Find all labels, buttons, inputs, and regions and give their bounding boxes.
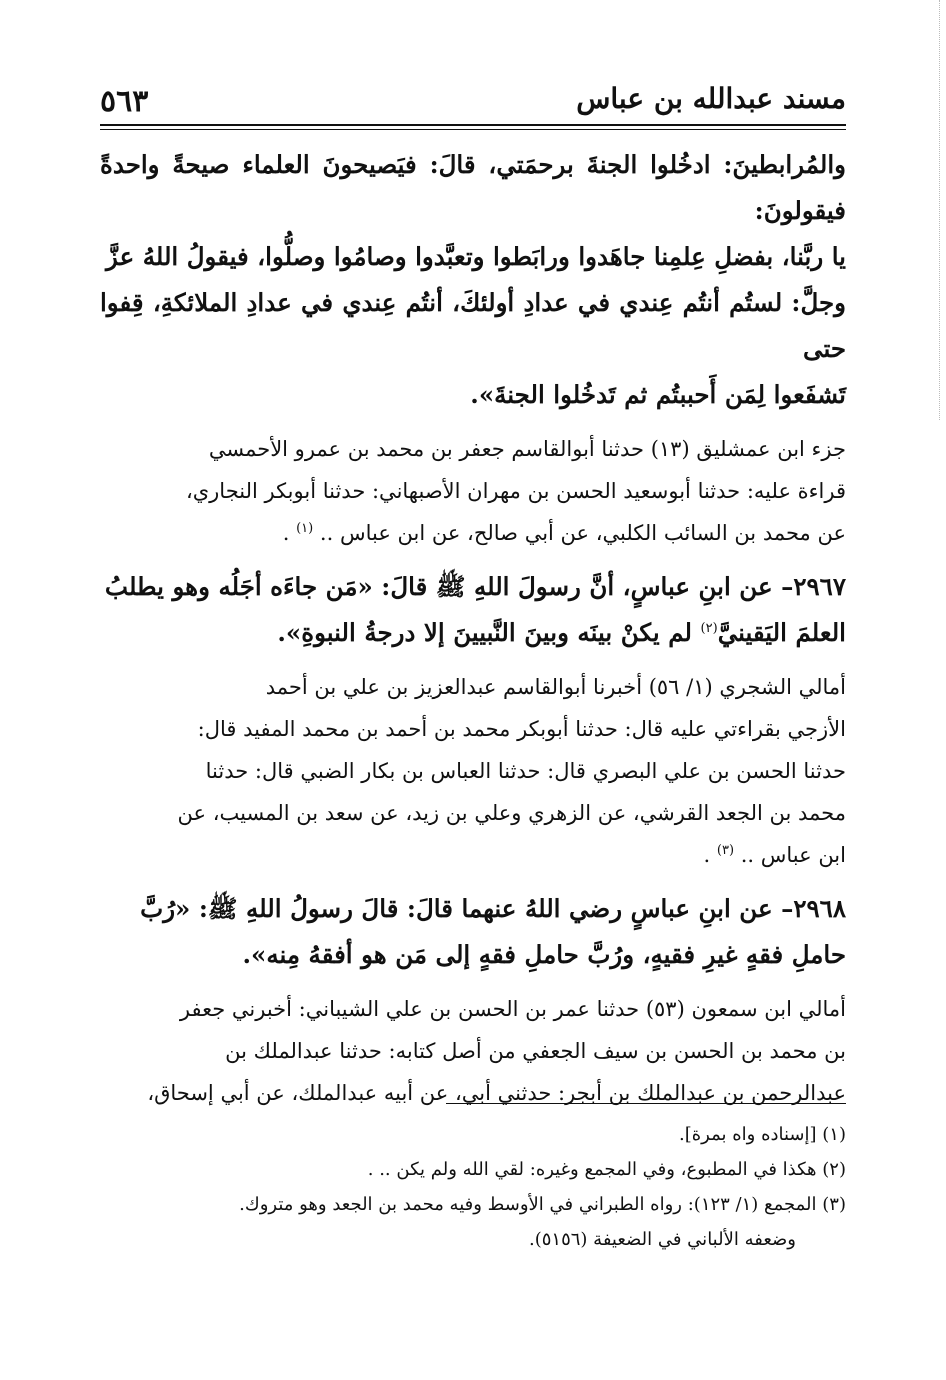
text-line [100, 834, 846, 876]
line-text: – عن ابنِ عباسٍ، أنَّ رسولَ اللهِ ﷺ قالَ: «مَن جاءَه أجَلُه وهو يطلبُ [104, 572, 794, 601]
hadith-2967 [100, 564, 846, 656]
source-block-2 [100, 666, 846, 876]
line-end: . [282, 521, 290, 545]
footnote-separator [446, 1103, 846, 1104]
footnote-2: (٢) هكذا في المطبوع، وفي المجمع وغيره: لقي الله ولم يكن .. . [367, 1159, 846, 1180]
footnote-ref-1[interactable]: (١) [296, 521, 314, 536]
text-line: أمالي الشجري (١/ ٥٦) أخبرنا أبوالقاسم عبدالعزيز بن علي بن أحمد [265, 675, 846, 699]
hadith-2968 [100, 886, 846, 978]
text-line: جزء ابن عمشليق (١٣) حدثنا أبوالقاسم جعفر بن محمد بن عمرو الأحمسي [208, 437, 846, 461]
line-end: . [703, 843, 711, 867]
text-line: يا ربَّنا، بفضلِ عِلمِنا جاهَدوا ورابَطوا وتعبَّدوا وصامُوا وصلُّوا، فيقولُ اللهُ عزَّ [106, 242, 846, 271]
text-line: أمالي ابن سمعون (٥٣) حدثنا عمر بن الحسن بن علي الشيباني: أخبرني جعفر [179, 997, 846, 1021]
text-line [100, 886, 846, 932]
footnotes [100, 1117, 846, 1257]
source-block-1 [100, 428, 846, 554]
text-line: والمُرابطينَ: ادخُلوا الجنةَ برحمَتي، قالَ: فيَصيحونَ العلماء صيحةً واحدةً فيقولونَ: [100, 150, 846, 225]
source-block-3 [100, 988, 846, 1114]
text-line: محمد بن الجعد القرشي، عن الزهري وعلي بن زيد، عن سعد بن المسيب، عن [177, 801, 846, 825]
page-number: ٥٦٣ [100, 84, 149, 119]
text-line: بن محمد بن الحسن بن سيف الجعفي من أصل كتابه: حدثنا عبدالملك بن [225, 1039, 846, 1063]
header-title: مسند عبدالله بن عباس [576, 82, 846, 115]
text-line: حاملِ فقهٍ غيرِ فقيهٍ، ورُبَّ حاملِ فقهٍ إلى مَن هو أفقهُ مِنه». [242, 940, 846, 969]
footnote-ref-3[interactable]: (٣) [716, 843, 735, 858]
line-text: ابن عباس .. [740, 843, 846, 867]
margin-edge [935, 0, 940, 420]
header-rule [100, 124, 846, 126]
line-text: العلمَ اليَقينيَّ [717, 618, 846, 647]
footnote-ref-2[interactable]: (٢) [700, 620, 718, 636]
hadith-continuation [100, 142, 846, 418]
text-line: الأزجي بقراءتي عليه قال: حدثنا أبوبكر محمد بن أحمد بن محمد المفيد قال: [197, 717, 846, 741]
text-line: حدثنا الحسن بن علي البصري قال: حدثنا العباس بن بكار الضبي قال: حدثنا [205, 759, 846, 783]
text-line: قراءة عليه: حدثنا أبوسعيد الحسن بن مهران الأصبهاني: حدثنا أبوبكر النجاري، [185, 479, 846, 503]
footnote-3-continued: وضعفه الألباني في الضعيفة (٥١٥٦). [529, 1229, 796, 1250]
hadith-number: ٢٩٦٧ [793, 572, 846, 601]
running-header [100, 82, 846, 122]
text-line [100, 564, 846, 610]
hadith-number: ٢٩٦٨ [793, 894, 846, 923]
footnote-3: (٣) المجمع (١/ ١٢٣): رواه الطبراني في الأوسط وفيه محمد بن الجعد وهو متروك. [239, 1194, 846, 1215]
text-line [100, 512, 846, 554]
line-text: – عن ابنِ عباسٍ رضي اللهُ عنهما قالَ: قالَ رسولُ اللهِ ﷺ: «رُبَّ [140, 894, 794, 923]
page-body [100, 142, 846, 1114]
text-line: عبدالرحمن بن عبدالملك بن أبجر: حدثني أبي، عن أبيه عبدالملك، عن أبي إسحاق، [147, 1081, 846, 1105]
text-line: وجلَّ: لستُم أنتُم عِندي في عدادِ أولئكَ، أنتُم عِندي في عدادِ الملائكةِ، قِفوا حتى [100, 288, 846, 363]
text-line: تَشفَعوا لِمَن أَحببتُم ثم تَدخُلوا الجنةَ». [470, 380, 846, 409]
footnote-1: (١) [إسناده واه بمرة]. [678, 1124, 846, 1145]
header-rule-thin [100, 129, 846, 130]
text-line [100, 610, 846, 656]
line-text: عن محمد بن السائب الكلبي، عن أبي صالح، عن ابن عباس .. [319, 521, 846, 545]
line-text: لم يكنْ بينَه وبينَ النَّبيينَ إلا درجةُ النبوةِ». [277, 618, 693, 647]
